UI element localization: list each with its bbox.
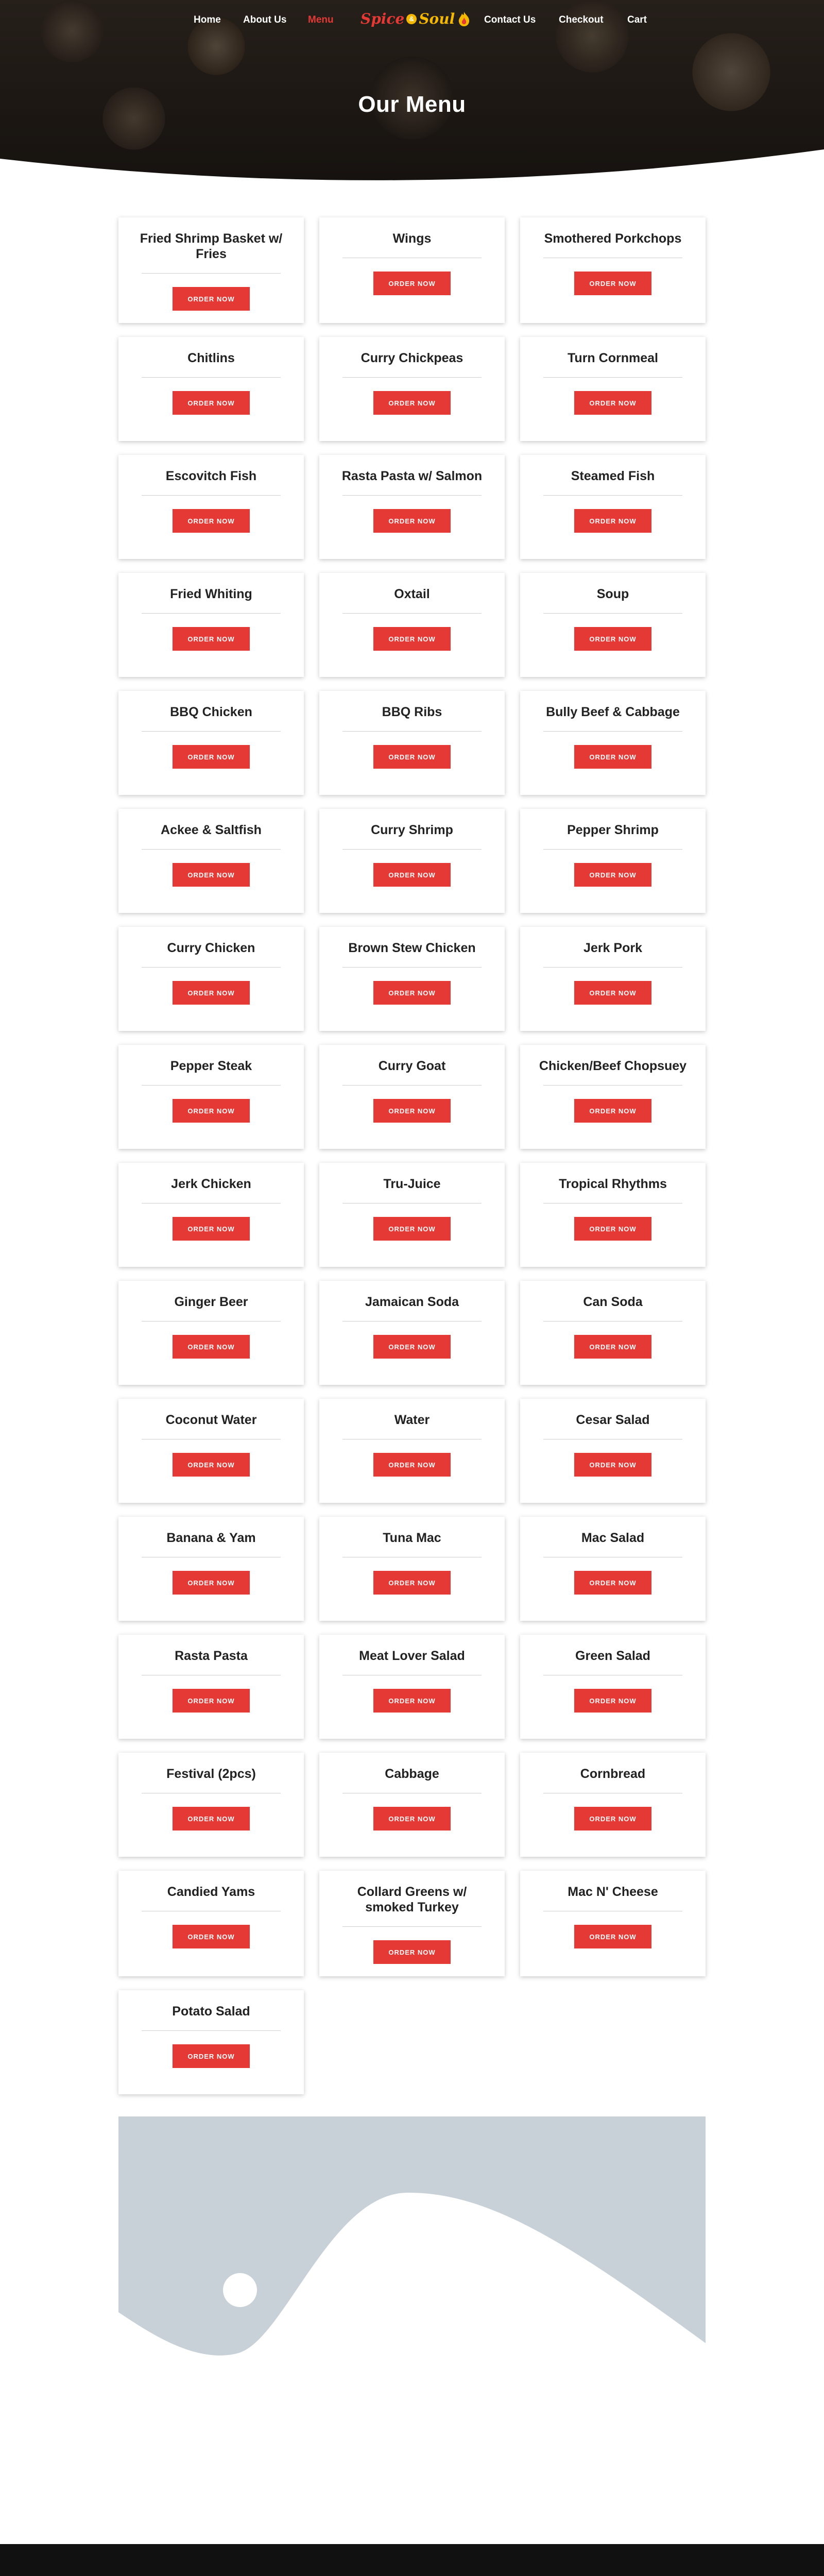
divider — [342, 1203, 482, 1204]
divider — [142, 495, 281, 496]
divider — [342, 967, 482, 968]
menu-card — [520, 927, 706, 1031]
menu-card — [118, 1635, 304, 1739]
menu-card — [520, 809, 706, 913]
order-now-button[interactable]: ORDER NOW — [574, 1571, 651, 1595]
divider — [543, 1085, 682, 1086]
image-placeholder — [118, 2116, 706, 2509]
divider — [543, 1203, 682, 1204]
divider — [142, 731, 281, 732]
order-now-button[interactable]: ORDER NOW — [574, 981, 651, 1005]
order-now-button[interactable]: ORDER NOW — [173, 1217, 250, 1241]
nav-checkout[interactable]: Checkout — [559, 14, 604, 25]
menu-card — [118, 1871, 304, 1976]
hero-banner — [0, 0, 824, 185]
menu-item-name: Cornbread — [580, 1767, 646, 1781]
nav-about-us[interactable]: About Us — [243, 14, 287, 25]
order-now-button[interactable]: ORDER NOW — [373, 1453, 451, 1477]
menu-card — [319, 1753, 505, 1857]
menu-card — [319, 927, 505, 1031]
menu-item-name: Curry Chickpeas — [360, 351, 464, 365]
menu-card — [520, 455, 706, 559]
menu-item-name: Green Salad — [575, 1649, 650, 1663]
menu-item-name: Brown Stew Chicken — [348, 941, 476, 955]
menu-item-name: Tropical Rhythms — [559, 1177, 667, 1191]
order-now-button[interactable]: ORDER NOW — [173, 1453, 250, 1477]
order-now-button[interactable]: ORDER NOW — [373, 981, 451, 1005]
menu-card — [118, 1517, 304, 1621]
order-now-button[interactable]: ORDER NOW — [373, 627, 451, 651]
menu-item-name: BBQ Ribs — [382, 705, 442, 719]
order-now-button[interactable]: ORDER NOW — [173, 287, 250, 311]
menu-card — [118, 455, 304, 559]
order-now-button[interactable]: ORDER NOW — [173, 509, 250, 533]
menu-item-name: Jerk Pork — [583, 941, 642, 955]
order-now-button[interactable]: ORDER NOW — [373, 863, 451, 887]
order-now-button[interactable]: ORDER NOW — [173, 981, 250, 1005]
menu-item-name: Festival (2pcs) — [166, 1767, 256, 1781]
order-now-button[interactable]: ORDER NOW — [373, 1571, 451, 1595]
menu-item-name: BBQ Chicken — [170, 705, 252, 719]
order-now-button[interactable]: ORDER NOW — [173, 1807, 250, 1831]
divider — [543, 849, 682, 850]
menu-card — [319, 1045, 505, 1149]
menu-card — [319, 573, 505, 677]
divider — [142, 849, 281, 850]
divider — [342, 495, 482, 496]
divider — [142, 1085, 281, 1086]
menu-item-name: Curry Chicken — [167, 941, 255, 955]
menu-card — [319, 691, 505, 795]
menu-card — [520, 217, 706, 323]
menu-card — [319, 1871, 505, 1976]
order-now-button[interactable]: ORDER NOW — [173, 1571, 250, 1595]
logo-word-spice: Spice — [360, 10, 405, 27]
menu-item-name: Jamaican Soda — [365, 1295, 459, 1309]
order-now-button[interactable]: ORDER NOW — [173, 1689, 250, 1713]
divider — [543, 731, 682, 732]
menu-item-name: Ginger Beer — [174, 1295, 248, 1309]
logo-ampersand: & — [406, 14, 417, 24]
divider — [543, 613, 682, 614]
site-footer — [0, 2544, 824, 2576]
order-now-button[interactable]: ORDER NOW — [574, 1807, 651, 1831]
order-now-button[interactable]: ORDER NOW — [173, 2044, 250, 2068]
divider — [342, 1926, 482, 1927]
menu-item-name: Tru-Juice — [383, 1177, 441, 1191]
divider — [543, 495, 682, 496]
menu-card — [319, 809, 505, 913]
menu-item-name: Mac N' Cheese — [568, 1885, 658, 1899]
order-now-button[interactable]: ORDER NOW — [574, 1217, 651, 1241]
order-now-button[interactable]: ORDER NOW — [173, 863, 250, 887]
menu-card — [520, 1163, 706, 1267]
menu-item-name: Meat Lover Salad — [359, 1649, 465, 1663]
divider — [142, 613, 281, 614]
menu-card — [520, 691, 706, 795]
menu-card — [520, 1517, 706, 1621]
menu-item-name: Smothered Porkchops — [544, 231, 682, 246]
nav-menu[interactable]: Menu — [308, 14, 334, 25]
menu-item-name: Steamed Fish — [571, 469, 655, 483]
menu-card — [520, 1753, 706, 1857]
divider — [142, 1203, 281, 1204]
order-now-button[interactable]: ORDER NOW — [173, 1335, 250, 1359]
menu-card — [520, 1281, 706, 1385]
menu-card — [520, 1045, 706, 1149]
order-now-button[interactable]: ORDER NOW — [574, 1453, 651, 1477]
order-now-button[interactable]: ORDER NOW — [373, 391, 451, 415]
header-logo[interactable] — [360, 10, 471, 27]
divider — [342, 613, 482, 614]
order-now-button[interactable]: ORDER NOW — [373, 1217, 451, 1241]
nav-contact-us[interactable]: Contact Us — [484, 14, 536, 25]
order-now-button[interactable]: ORDER NOW — [574, 1925, 651, 1948]
order-now-button[interactable]: ORDER NOW — [173, 1925, 250, 1948]
menu-card — [520, 1399, 706, 1503]
menu-item-name: Wings — [392, 231, 432, 246]
menu-item-name: Pepper Shrimp — [567, 823, 659, 837]
menu-item-name: Bully Beef & Cabbage — [546, 705, 680, 719]
menu-item-name: Pepper Steak — [170, 1059, 252, 1073]
menu-card — [319, 337, 505, 441]
menu-card — [520, 1871, 706, 1976]
order-now-button[interactable]: ORDER NOW — [173, 1099, 250, 1123]
divider — [342, 731, 482, 732]
page-title: Our Menu — [358, 92, 466, 117]
divider — [342, 849, 482, 850]
menu-item-name: Coconut Water — [165, 1413, 257, 1427]
order-now-button[interactable]: ORDER NOW — [574, 1099, 651, 1123]
hero-wave-divider — [0, 149, 824, 185]
main-nav — [0, 9, 824, 30]
menu-card — [118, 1281, 304, 1385]
menu-card — [118, 1399, 304, 1503]
menu-item-name: Cesar Salad — [576, 1413, 650, 1427]
menu-card — [118, 1045, 304, 1149]
menu-item-name: Collard Greens w/ smoked Turkey — [357, 1885, 467, 1914]
menu-card — [118, 217, 304, 323]
flame-icon — [457, 11, 471, 27]
order-now-button[interactable]: ORDER NOW — [373, 1807, 451, 1831]
menu-card — [520, 1635, 706, 1739]
order-now-button[interactable]: ORDER NOW — [373, 1689, 451, 1713]
menu-card — [520, 337, 706, 441]
menu-card — [319, 217, 505, 323]
menu-card — [118, 927, 304, 1031]
divider — [142, 967, 281, 968]
menu-card — [118, 1163, 304, 1267]
menu-item-name: Mac Salad — [581, 1531, 645, 1545]
menu-item-name: Chicken/Beef Chopsuey — [539, 1059, 687, 1073]
menu-item-name: Candied Yams — [167, 1885, 255, 1899]
order-now-button[interactable]: ORDER NOW — [173, 627, 250, 651]
order-now-button[interactable]: ORDER NOW — [373, 509, 451, 533]
menu-card — [118, 1990, 304, 2094]
divider — [342, 377, 482, 378]
order-now-button[interactable]: ORDER NOW — [373, 1099, 451, 1123]
order-now-button[interactable]: ORDER NOW — [373, 1940, 451, 1964]
menu-item-name: Curry Shrimp — [371, 823, 453, 837]
order-now-button[interactable]: ORDER NOW — [574, 1335, 651, 1359]
order-now-button[interactable]: ORDER NOW — [373, 272, 451, 295]
menu-grid — [118, 217, 706, 2094]
order-now-button[interactable]: ORDER NOW — [574, 627, 651, 651]
menu-item-name: Rasta Pasta w/ Salmon — [341, 469, 483, 483]
menu-item-name: Banana & Yam — [166, 1531, 256, 1545]
nav-home[interactable]: Home — [194, 14, 221, 25]
menu-card — [319, 1635, 505, 1739]
menu-item-name: Potato Salad — [172, 2004, 250, 2019]
divider — [142, 377, 281, 378]
menu-item-name: Jerk Chicken — [171, 1177, 251, 1191]
menu-item-name: Rasta Pasta — [175, 1649, 248, 1663]
divider — [543, 377, 682, 378]
nav-cart[interactable]: Cart — [627, 14, 647, 25]
menu-item-name: Oxtail — [394, 587, 430, 601]
menu-item-name: Turn Cornmeal — [568, 351, 658, 365]
logo-word-soul: Soul — [419, 10, 455, 27]
menu-card — [118, 1753, 304, 1857]
menu-card — [118, 809, 304, 913]
landscape-placeholder-icon — [118, 2116, 706, 2509]
order-now-button[interactable]: ORDER NOW — [373, 745, 451, 769]
menu-item-name: Fried Whiting — [170, 587, 252, 601]
divider — [142, 2030, 281, 2031]
menu-card — [118, 691, 304, 795]
menu-card — [118, 573, 304, 677]
divider — [342, 1085, 482, 1086]
menu-item-name: Curry Goat — [378, 1059, 446, 1073]
menu-card — [319, 1399, 505, 1503]
menu-item-name: Ackee & Saltfish — [161, 823, 262, 837]
menu-item-name: Tuna Mac — [383, 1531, 441, 1545]
order-now-button[interactable]: ORDER NOW — [173, 391, 250, 415]
order-now-button[interactable]: ORDER NOW — [574, 391, 651, 415]
menu-card — [319, 1281, 505, 1385]
menu-card — [118, 337, 304, 441]
order-now-button[interactable]: ORDER NOW — [574, 863, 651, 887]
order-now-button[interactable]: ORDER NOW — [373, 1335, 451, 1359]
menu-item-name: Fried Shrimp Basket w/ Fries — [140, 231, 283, 261]
divider — [142, 273, 281, 274]
menu-item-name: Soup — [596, 587, 629, 601]
menu-item-name: Chitlins — [187, 351, 235, 365]
menu-card — [319, 1517, 505, 1621]
menu-card — [319, 455, 505, 559]
menu-item-name: Water — [394, 1413, 430, 1427]
menu-item-name: Escovitch Fish — [165, 469, 257, 483]
order-now-button[interactable]: ORDER NOW — [574, 272, 651, 295]
order-now-button[interactable]: ORDER NOW — [574, 745, 651, 769]
menu-item-name: Cabbage — [385, 1767, 439, 1781]
divider — [543, 967, 682, 968]
menu-card — [319, 1163, 505, 1267]
menu-item-name: Can Soda — [583, 1295, 643, 1309]
order-now-button[interactable]: ORDER NOW — [173, 745, 250, 769]
menu-card — [520, 573, 706, 677]
order-now-button[interactable]: ORDER NOW — [574, 509, 651, 533]
order-now-button[interactable]: ORDER NOW — [574, 1689, 651, 1713]
